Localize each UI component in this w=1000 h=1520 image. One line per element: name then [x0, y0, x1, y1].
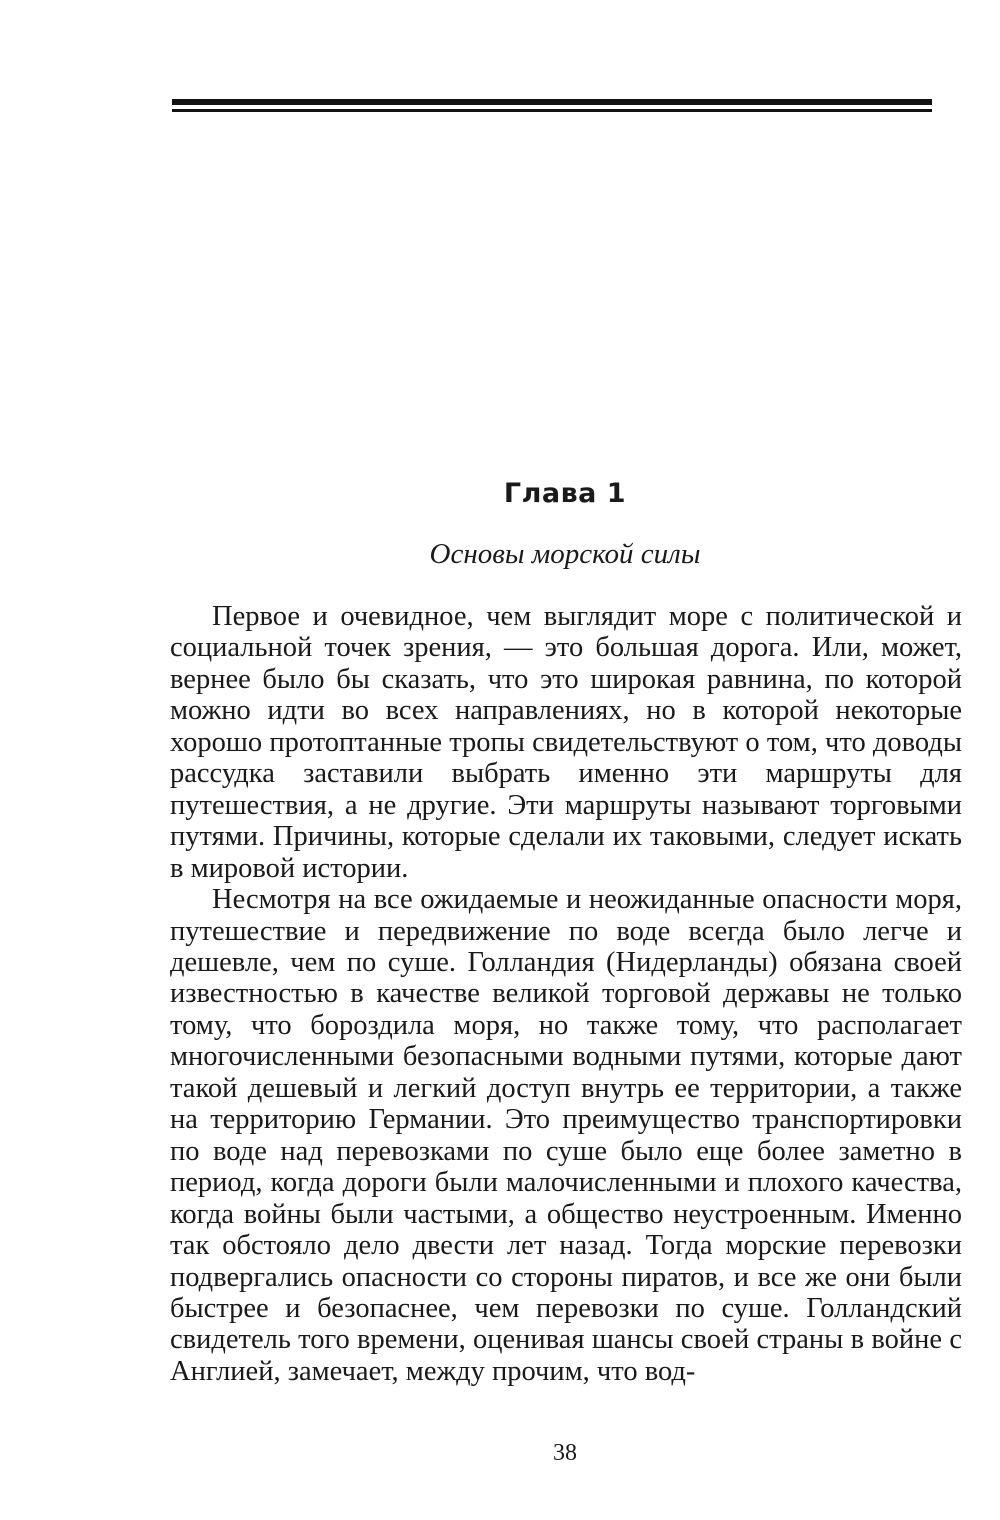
body-text: [170, 601, 962, 1387]
paragraph: Первое и очевидное, чем выглядит море с политической и социальной точек зрения, — это большая дорога. Или, может, вернее было бы сказать, что это широкая равнина, по которой можно идти во всех направлениях, но в которой некоторые хорошо протоптанные тропы свидетельствуют о том, что доводы рассудка заставили выбрать именно эти маршруты для путешествия, а не другие. Эти маршруты называют торговыми путями. Причины, которые сделали их таковыми, следует искать в мировой истории.: [170, 601, 962, 884]
chapter-label: Глава 1: [503, 478, 627, 509]
page-number: 38: [553, 1440, 577, 1466]
paragraph: Несмотря на все ожидаемые и неожиданные опасности моря, путешествие и передвижение по воде всегда было легче и дешевле, чем по суше. Голландия (Нидерланды) обязана своей известностью в качестве великой торговой державы не только тому, что бороздила моря, но также тому, что располагает многочисленными безопасными водными путями, которые дают такой дешевый и легкий доступ внутрь ее территории, а также на территорию Германии. Это преимущество транспортировки по воде над перевозками по суше было еще более заметно в период, когда дороги были малочисленными и плохого качества, когда войны были частыми, а общество неустроенным. Именно так обстояло дело двести лет назад. Тогда морские перевозки подвергались опасности со стороны пиратов, и все же они были быстрее и безопаснее, чем перевозки по суше. Голландский свидетель того времени, оценивая шансы своей страны в войне с Англией, замечает, между прочим, что вод-: [170, 884, 962, 1387]
chapter-title: Основы морской силы: [429, 538, 701, 570]
header-rule-thin: [172, 109, 932, 112]
header-rule-thick: [172, 99, 932, 105]
